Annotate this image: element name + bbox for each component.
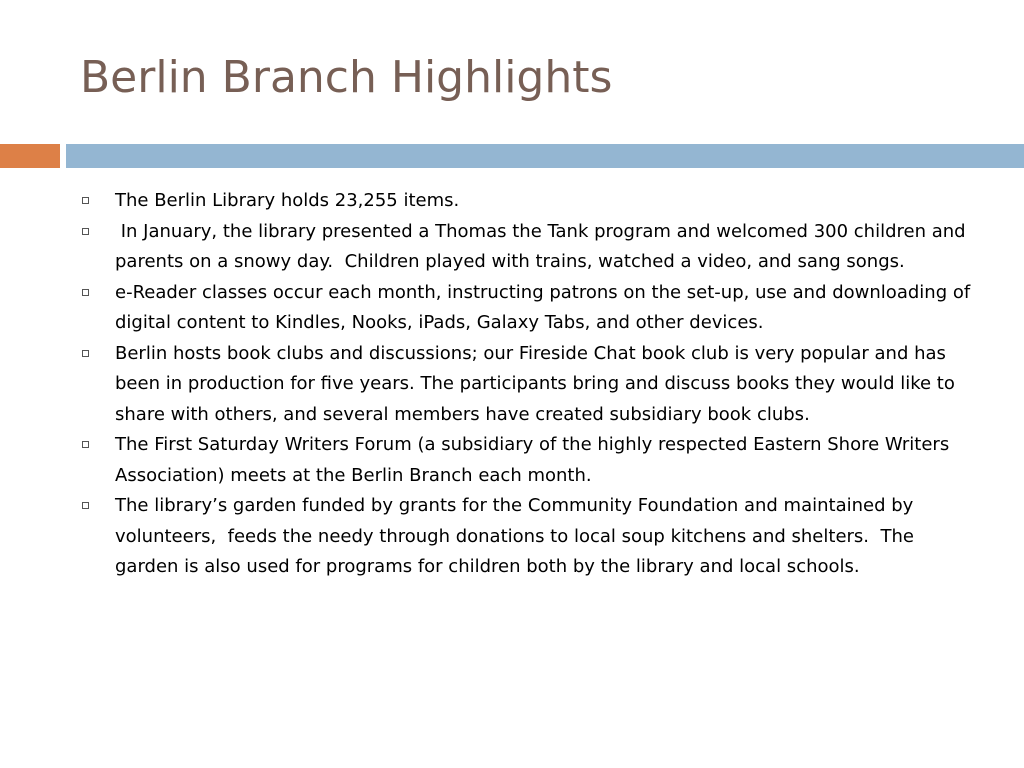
accent-bar-orange <box>0 144 60 168</box>
bullet-item <box>76 339 976 431</box>
bullet-item <box>76 217 976 278</box>
square-bullet-icon <box>82 289 89 296</box>
bullet-text: The Berlin Library holds 23,255 items. <box>115 190 460 211</box>
bullet-item <box>76 491 976 583</box>
bullet-text: The library’s garden funded by grants for the Community Foundation and maintained by volunteers, feeds the needy through donations to local soup kitchens and shelters. The garden is also used for programs for children both by the library and local schools. <box>115 495 920 577</box>
square-bullet-icon <box>82 228 89 235</box>
bullet-item <box>76 278 976 339</box>
bullet-text: The First Saturday Writers Forum (a subsidiary of the highly respected Eastern Shore Writers Association) meets at the Berlin Branch each month. <box>115 434 955 486</box>
square-bullet-icon <box>82 350 89 357</box>
square-bullet-icon <box>82 502 89 509</box>
bullet-list <box>76 186 976 583</box>
slide-title: Berlin Branch Highlights <box>80 52 613 103</box>
square-bullet-icon <box>82 197 89 204</box>
bullet-text: e-Reader classes occur each month, instructing patrons on the set-up, use and downloading of digital content to Kindles, Nooks, iPads, Galaxy Tabs, and other devices. <box>115 281 976 333</box>
bullet-item <box>76 186 976 217</box>
bullet-text: In January, the library presented a Thomas the Tank program and welcomed 300 children and parents on a snowy day. Children played with trains, watched a video, and sang songs. <box>115 220 972 272</box>
accent-bar-blue <box>66 144 1024 168</box>
square-bullet-icon <box>82 441 89 448</box>
bullet-text: Berlin hosts book clubs and discussions; our Fireside Chat book club is very popular and has been in production for five years. The participants bring and discuss books they would like to share with others, and several members have created subsidiary book clubs. <box>115 342 961 425</box>
bullet-item <box>76 430 976 491</box>
